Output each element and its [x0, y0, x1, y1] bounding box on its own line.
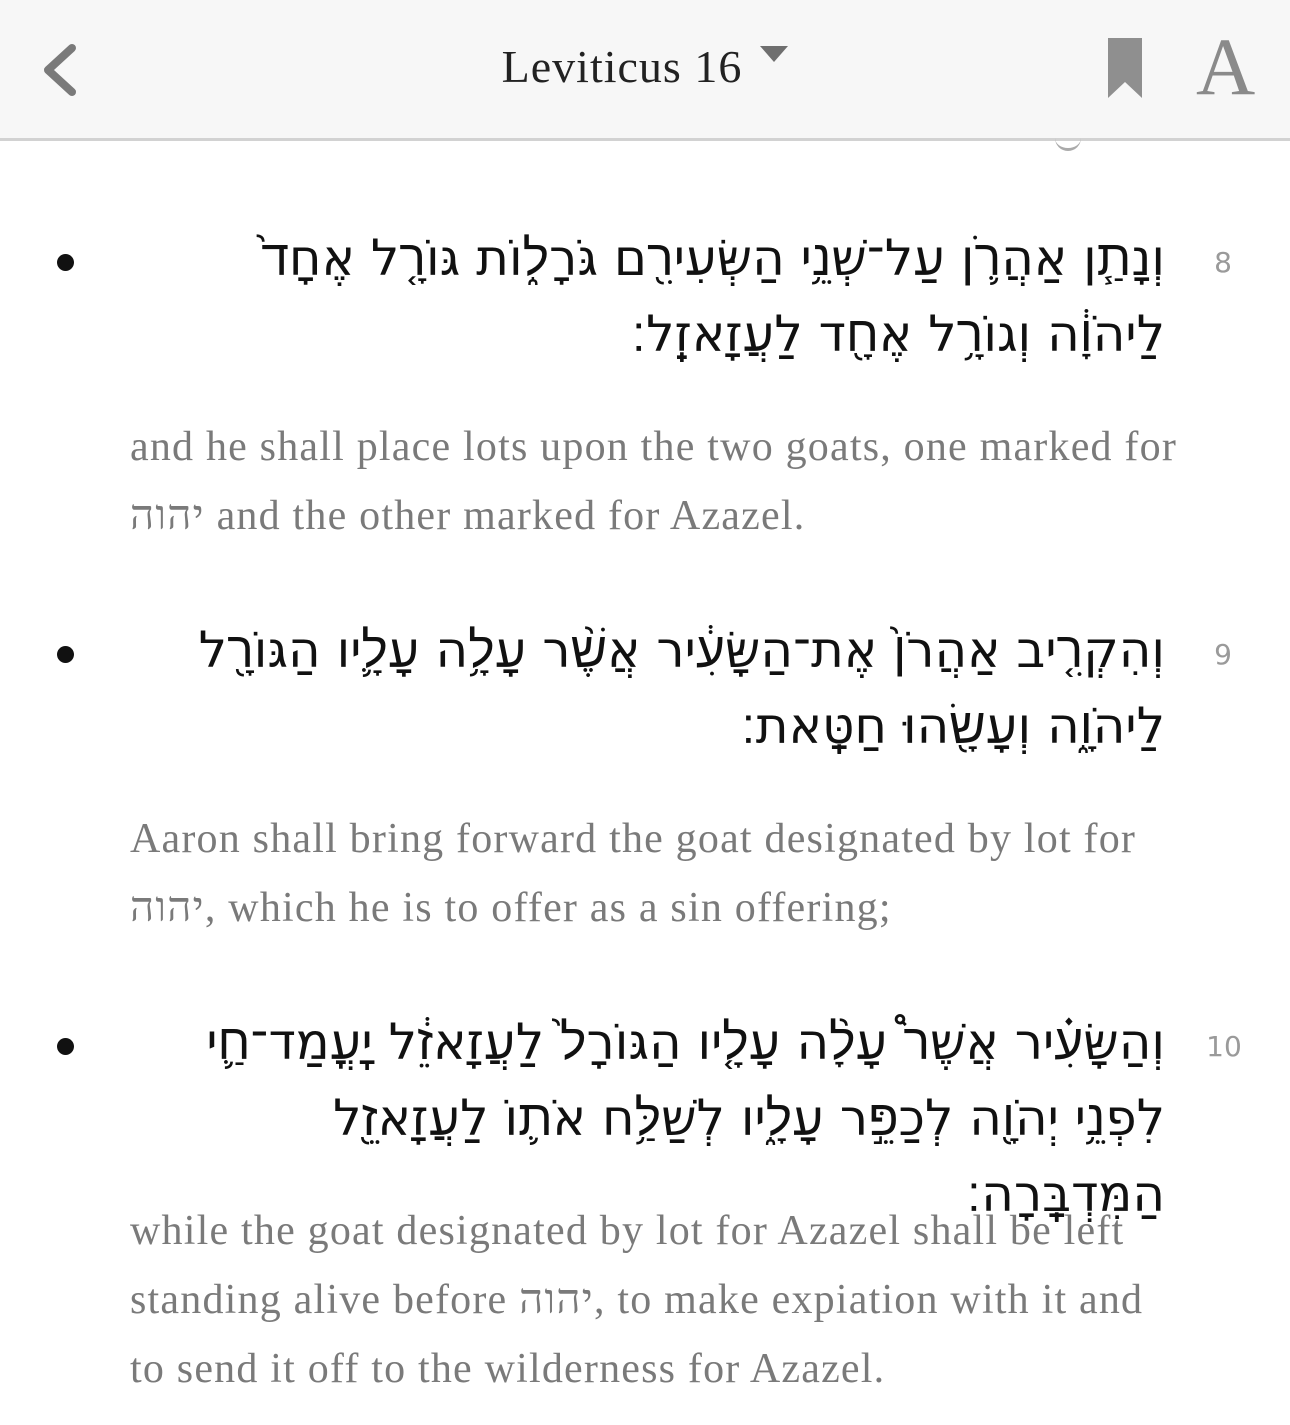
- verse-number: 10: [1206, 1030, 1242, 1063]
- page-title: Leviticus 16: [501, 41, 743, 92]
- chapter-selector[interactable]: [0, 40, 1290, 93]
- hebrew-text: וְנָתַ֧ן אַהֲרֹ֛ן עַל־שְׁנֵ֥י הַשְּׂעִירִ֖ם גֹּרָל֑וֹת גּוֹרָ֤ל אֶחָד֙ לַיהֹוָ֔ה וְגוֹרָ֥ל אֶחָ֖ד לַעֲזָאזֵֽל׃: [261, 229, 1165, 363]
- verse-bullet: [57, 254, 74, 271]
- bookmark-icon: [1106, 36, 1144, 100]
- verse-number: 9: [1214, 638, 1232, 671]
- caret-down-icon: [760, 46, 788, 62]
- english-text: while the goat designated by lot for Azazel shall be left standing alive before יהוה, to make expiation with it and to send it off to the wilderness for Azazel.: [130, 1208, 1144, 1392]
- verse-number: 8: [1214, 246, 1232, 279]
- hebrew-text: וְהִקְרִ֤יב אַהֲרֹן֙ אֶת־הַשָּׂעִ֔יר אֲשֶׁ֨ר עָלָ֥ה עָלָ֛יו הַגּוֹרָ֖ל לַיהֹוָ֑ה וְעָשָׂ֖הוּ חַטָּֽאת׃: [198, 621, 1165, 755]
- verse-bullet: [57, 646, 74, 663]
- top-bar: [0, 0, 1290, 141]
- verse-bullet: [57, 1038, 74, 1055]
- font-settings-button[interactable]: A: [1196, 21, 1256, 112]
- english-text: Aaron shall bring forward the goat designated by lot for יהוה, which he is to offer as a sin offering;: [130, 816, 1137, 931]
- partial-glyph: [1055, 130, 1081, 151]
- english-text: and he shall place lots upon the two goats, one marked for יהוה and the other marked for Azazel.: [130, 424, 1178, 539]
- hebrew-text: וְהַשָּׂעִ֗יר אֲשֶׁר֩ עָלָ֨ה עָלָ֤יו הַגּוֹרָל֙ לַעֲזָאזֵ֔ל יׇעֳמַד־חַ֛י לִפְנֵ֥י יְהֹוָ֖ה לְכַפֵּ֣ר עָלָ֑יו לְשַׁלַּ֥ח אֹת֛וֹ לַעֲזָאזֵ֖ל הַמִּדְבָּֽרָה׃: [206, 1013, 1165, 1223]
- bookmark-button[interactable]: [1106, 36, 1144, 100]
